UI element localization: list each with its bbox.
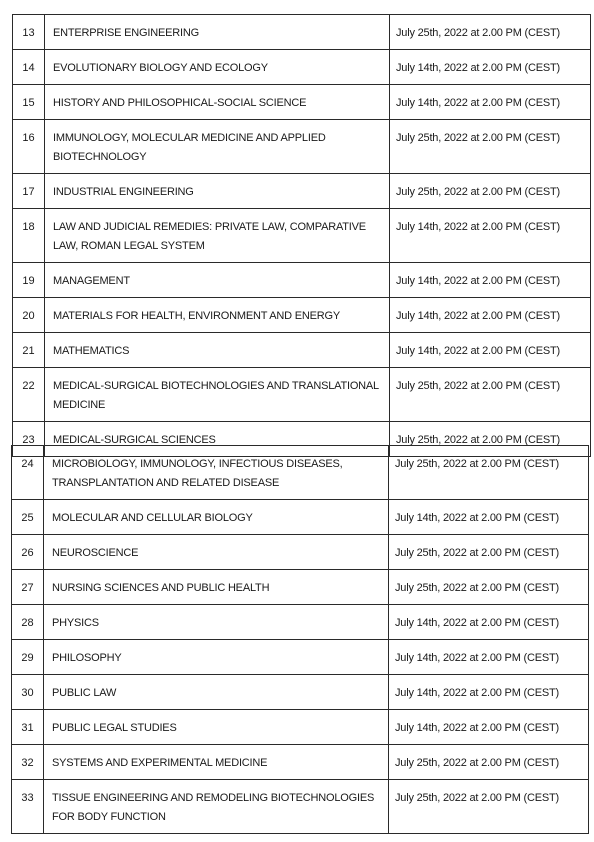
row-number: 21 xyxy=(22,345,35,357)
deadline-date-cell xyxy=(390,120,591,174)
program-name-cell xyxy=(44,780,389,834)
program-name: MATERIALS FOR HEALTH, ENVIRONMENT AND ENERGY xyxy=(53,310,341,322)
table-row xyxy=(13,209,591,263)
table-row xyxy=(12,535,589,570)
row-number: 31 xyxy=(21,722,34,734)
row-number: 15 xyxy=(22,97,35,109)
program-name-cell xyxy=(44,640,389,675)
program-name: EVOLUTIONARY BIOLOGY AND ECOLOGY xyxy=(53,62,268,74)
row-number-cell xyxy=(13,298,45,333)
program-name: PUBLIC LEGAL STUDIES xyxy=(52,722,177,734)
program-name: ENTERPRISE ENGINEERING xyxy=(53,27,199,39)
row-number: 24 xyxy=(21,458,34,470)
row-number: 23 xyxy=(22,434,35,446)
deadline-date-cell xyxy=(389,500,589,535)
deadline-date: July 25th, 2022 at 2.00 PM (CEST) xyxy=(395,458,559,470)
deadline-date: July 14th, 2022 at 2.00 PM (CEST) xyxy=(396,310,560,322)
deadline-date-cell xyxy=(390,174,591,209)
program-name-cell xyxy=(44,570,389,605)
deadline-date-cell xyxy=(389,605,589,640)
row-number: 32 xyxy=(21,757,34,769)
deadline-date-cell xyxy=(389,640,589,675)
program-name-cell xyxy=(44,535,389,570)
deadline-date: July 25th, 2022 at 2.00 PM (CEST) xyxy=(396,380,560,392)
deadline-date-cell xyxy=(389,675,589,710)
row-number: 17 xyxy=(22,186,35,198)
deadline-date: July 14th, 2022 at 2.00 PM (CEST) xyxy=(396,275,560,287)
program-name-cell xyxy=(45,174,390,209)
program-name: MANAGEMENT xyxy=(53,275,130,287)
program-name-cell xyxy=(45,120,390,174)
row-number-cell xyxy=(12,745,44,780)
deadline-date-cell xyxy=(390,15,591,50)
row-number-cell xyxy=(12,500,44,535)
program-name: MICROBIOLOGY, IMMUNOLOGY, INFECTIOUS DISEASES, TRANSPLANTATION AND RELATED DISEASE xyxy=(52,458,343,489)
row-number: 29 xyxy=(21,652,34,664)
program-name: NEUROSCIENCE xyxy=(52,547,139,559)
row-number-cell xyxy=(13,50,45,85)
program-name-cell xyxy=(44,675,389,710)
row-number: 30 xyxy=(21,687,34,699)
program-name-cell xyxy=(44,605,389,640)
program-name: PHYSICS xyxy=(52,617,99,629)
deadline-date-cell xyxy=(389,535,589,570)
deadline-date: July 25th, 2022 at 2.00 PM (CEST) xyxy=(395,792,559,804)
row-number-cell xyxy=(12,710,44,745)
deadline-date: July 14th, 2022 at 2.00 PM (CEST) xyxy=(396,62,560,74)
deadline-date: July 14th, 2022 at 2.00 PM (CEST) xyxy=(395,687,559,699)
program-name: HISTORY AND PHILOSOPHICAL-SOCIAL SCIENCE xyxy=(53,97,307,109)
program-name-cell xyxy=(44,446,389,500)
deadline-date-cell xyxy=(389,780,589,834)
table-row xyxy=(13,333,591,368)
program-name-cell xyxy=(45,333,390,368)
program-name-cell xyxy=(45,50,390,85)
row-number: 33 xyxy=(21,792,34,804)
row-number-cell xyxy=(13,85,45,120)
deadline-date: July 14th, 2022 at 2.00 PM (CEST) xyxy=(395,617,559,629)
table-row xyxy=(12,605,589,640)
table-row xyxy=(13,85,591,120)
program-name: PHILOSOPHY xyxy=(52,652,122,664)
row-number-cell xyxy=(12,570,44,605)
table-body-upper xyxy=(13,15,591,457)
program-name: INDUSTRIAL ENGINEERING xyxy=(53,186,194,198)
deadline-date: July 25th, 2022 at 2.00 PM (CEST) xyxy=(395,582,559,594)
deadline-date: July 25th, 2022 at 2.00 PM (CEST) xyxy=(396,434,560,446)
row-number: 22 xyxy=(22,380,35,392)
row-number: 25 xyxy=(21,512,34,524)
table-row xyxy=(12,675,589,710)
row-number: 14 xyxy=(22,62,35,74)
row-number-cell xyxy=(12,640,44,675)
program-name-cell xyxy=(45,298,390,333)
row-number: 18 xyxy=(22,221,35,233)
program-name-cell xyxy=(44,710,389,745)
deadline-date-cell xyxy=(390,85,591,120)
row-number: 28 xyxy=(21,617,34,629)
row-number: 13 xyxy=(22,27,35,39)
program-name-cell xyxy=(45,15,390,50)
table-row xyxy=(13,298,591,333)
row-number: 26 xyxy=(21,547,34,559)
deadline-date-cell xyxy=(390,333,591,368)
row-number-cell xyxy=(13,174,45,209)
program-name: NURSING SCIENCES AND PUBLIC HEALTH xyxy=(52,582,270,594)
deadline-date-cell xyxy=(390,368,591,422)
table-row xyxy=(12,745,589,780)
program-name-cell xyxy=(44,500,389,535)
deadline-date-cell xyxy=(390,209,591,263)
row-number: 27 xyxy=(21,582,34,594)
row-number-cell xyxy=(13,333,45,368)
table-row xyxy=(13,15,591,50)
row-number-cell xyxy=(12,605,44,640)
deadline-date: July 25th, 2022 at 2.00 PM (CEST) xyxy=(396,27,560,39)
table-row xyxy=(13,263,591,298)
deadline-date: July 25th, 2022 at 2.00 PM (CEST) xyxy=(396,132,560,144)
deadline-date-cell xyxy=(389,710,589,745)
table-row xyxy=(13,120,591,174)
deadline-date: July 25th, 2022 at 2.00 PM (CEST) xyxy=(395,757,559,769)
row-number-cell xyxy=(12,535,44,570)
row-number-cell xyxy=(13,120,45,174)
row-number: 20 xyxy=(22,310,35,322)
deadline-date-cell xyxy=(390,263,591,298)
program-name: IMMUNOLOGY, MOLECULAR MEDICINE AND APPLIED BIOTECHNOLOGY xyxy=(53,132,326,163)
row-number-cell xyxy=(12,780,44,834)
deadline-date-cell xyxy=(390,50,591,85)
program-name-cell xyxy=(45,263,390,298)
deadline-date-cell xyxy=(389,570,589,605)
program-name-cell xyxy=(45,368,390,422)
table-row xyxy=(12,570,589,605)
row-number-cell xyxy=(13,15,45,50)
deadline-table-lower xyxy=(11,445,589,834)
deadline-table-upper xyxy=(12,14,591,457)
deadline-date-cell xyxy=(389,446,589,500)
table-row xyxy=(12,710,589,745)
deadline-date: July 14th, 2022 at 2.00 PM (CEST) xyxy=(395,652,559,664)
program-name: MOLECULAR AND CELLULAR BIOLOGY xyxy=(52,512,253,524)
program-name: MEDICAL-SURGICAL SCIENCES xyxy=(53,434,216,446)
row-number-cell xyxy=(13,263,45,298)
table-row xyxy=(13,368,591,422)
program-name-cell xyxy=(44,745,389,780)
program-name-cell xyxy=(45,85,390,120)
deadline-date: July 14th, 2022 at 2.00 PM (CEST) xyxy=(396,221,560,233)
row-number-cell xyxy=(12,446,44,500)
program-name: LAW AND JUDICIAL REMEDIES: PRIVATE LAW, COMPARATIVE LAW, ROMAN LEGAL SYSTEM xyxy=(53,221,366,252)
table-row xyxy=(13,174,591,209)
table-row xyxy=(12,500,589,535)
deadline-date: July 14th, 2022 at 2.00 PM (CEST) xyxy=(396,345,560,357)
deadline-date: July 25th, 2022 at 2.00 PM (CEST) xyxy=(395,547,559,559)
program-name-cell xyxy=(45,209,390,263)
table-row xyxy=(12,780,589,834)
deadline-date: July 14th, 2022 at 2.00 PM (CEST) xyxy=(396,97,560,109)
row-number-cell xyxy=(13,209,45,263)
deadline-date-cell xyxy=(389,745,589,780)
program-name: SYSTEMS AND EXPERIMENTAL MEDICINE xyxy=(52,757,268,769)
deadline-date: July 25th, 2022 at 2.00 PM (CEST) xyxy=(396,186,560,198)
row-number: 19 xyxy=(22,275,35,287)
program-name: MEDICAL-SURGICAL BIOTECHNOLOGIES AND TRANSLATIONAL MEDICINE xyxy=(53,380,379,411)
row-number-cell xyxy=(12,675,44,710)
table-body-lower xyxy=(12,446,589,834)
deadline-date: July 14th, 2022 at 2.00 PM (CEST) xyxy=(395,722,559,734)
deadline-date-cell xyxy=(390,298,591,333)
row-number: 16 xyxy=(22,132,35,144)
table-row xyxy=(13,50,591,85)
program-name: MATHEMATICS xyxy=(53,345,130,357)
row-number-cell xyxy=(13,368,45,422)
deadline-date: July 14th, 2022 at 2.00 PM (CEST) xyxy=(395,512,559,524)
program-name: TISSUE ENGINEERING AND REMODELING BIOTECHNOLOGIES FOR BODY FUNCTION xyxy=(52,792,375,823)
program-name: PUBLIC LAW xyxy=(52,687,117,699)
table-row xyxy=(12,446,589,500)
table-row xyxy=(12,640,589,675)
